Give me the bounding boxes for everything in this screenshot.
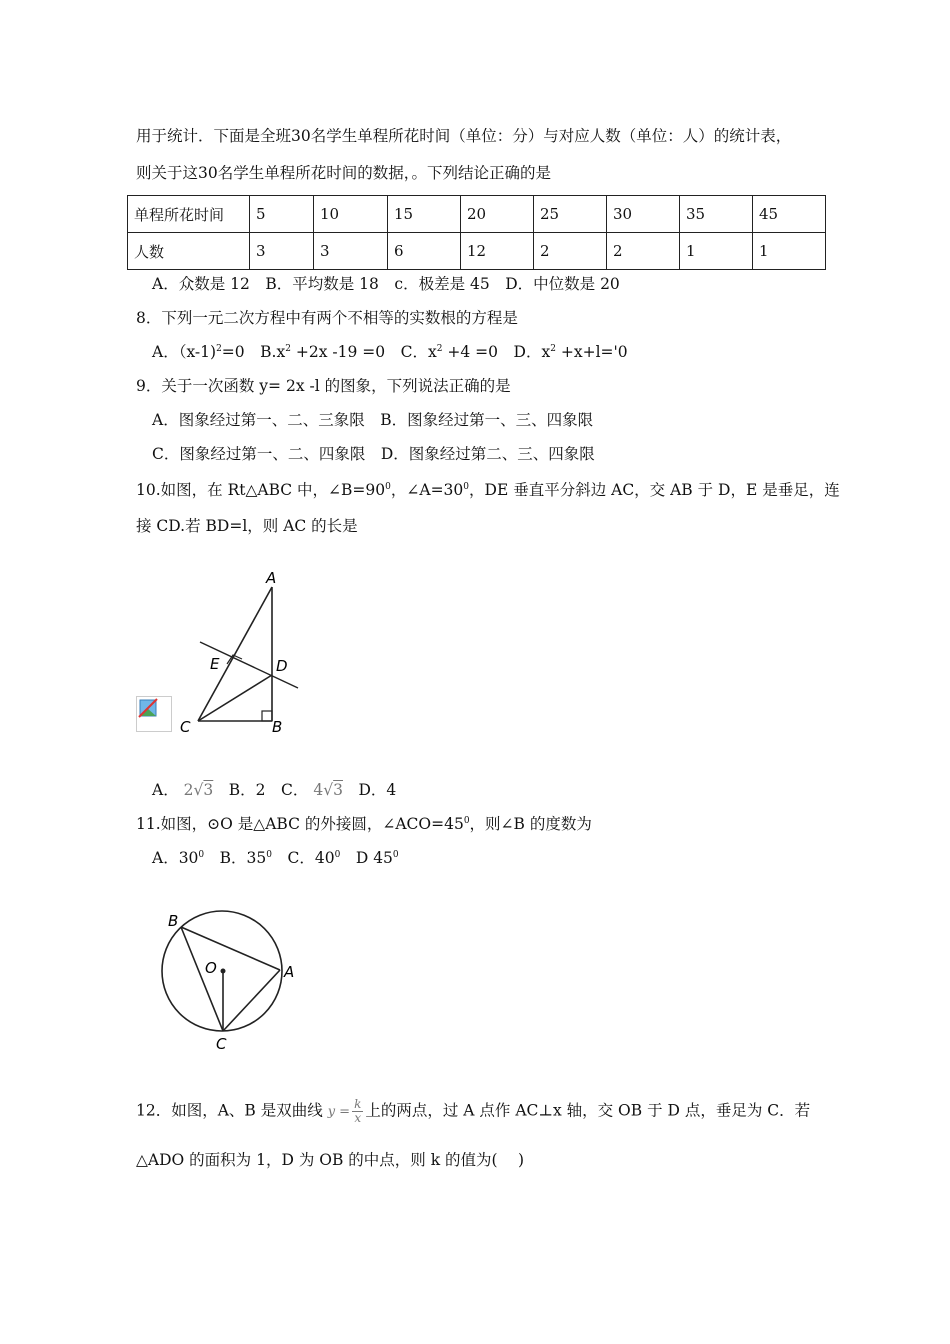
exponent: 2	[216, 343, 222, 354]
q8-options	[152, 342, 628, 362]
table-cell: 25	[534, 196, 607, 233]
q11-option-a: A．30	[152, 849, 199, 867]
triangle-figure	[170, 565, 320, 745]
table-cell: 2	[607, 233, 680, 270]
exponent: 2	[550, 343, 556, 354]
q11-option-c: C．40	[272, 849, 335, 867]
q10-stem-part: ，DE 垂直平分斜边 AC，交 AB 于 D，E 是垂足，连	[469, 481, 840, 499]
table-cell: 20	[461, 196, 534, 233]
degree-mark: 0	[198, 849, 205, 860]
table-cell: 45	[753, 196, 826, 233]
q10-stem-part: ，∠A=30	[390, 481, 464, 499]
sqrt-expression: 2√3	[183, 781, 214, 799]
q11-stem-part: 11.如图，⊙O 是△ABC 的外接圆，∠ACO=45	[136, 815, 464, 833]
fraction-k-over-x	[352, 1098, 363, 1125]
q9-stem: 9．关于一次函数 y= 2x -l 的图象，下列说法正确的是	[136, 377, 511, 395]
q11-option-d: D 45	[340, 849, 393, 867]
label-a: A	[284, 963, 295, 981]
q10-option-b-c: B．2 C．	[213, 781, 309, 799]
circle-figure	[150, 900, 310, 1055]
q10-option-a: A．	[152, 781, 179, 799]
table-cell: 12	[461, 233, 534, 270]
table-row	[128, 196, 826, 233]
q12-stem-2: △ADO 的面积为 1，D 为 OB 的中点，则 k 的值为( )	[136, 1151, 525, 1169]
degree-mark: 0	[266, 849, 273, 860]
q10-options	[152, 780, 396, 800]
denominator: x	[354, 1111, 362, 1125]
q8-option-c: +2x -19 =0 C．x	[290, 343, 437, 361]
exponent: 2	[285, 343, 291, 354]
radicand: 3	[333, 781, 343, 799]
label-c: C	[180, 718, 191, 736]
table-cell: 3	[314, 233, 388, 270]
label-a: A	[266, 569, 277, 587]
degree-mark: 0	[334, 849, 341, 860]
q11-option-b: B．35	[204, 849, 267, 867]
table-cell: 3	[250, 233, 314, 270]
q7-line-1: 用于统计．下面是全班30名学生单程所花时间（单位：分）与对应人数（单位：人）的统计表，	[136, 127, 792, 145]
degree-mark: 0	[385, 481, 391, 492]
table-cell: 2	[534, 233, 607, 270]
table-cell: 5	[250, 196, 314, 233]
table-cell: 单程所花时间	[128, 196, 250, 233]
label-d: D	[276, 657, 288, 675]
q7-line-2: 则关于这30名学生单程所花时间的数据，。下列结论正确的是	[136, 164, 551, 182]
q8-option-d: +4 =0 D．x	[442, 343, 551, 361]
q7-options: A．众数是 12 B．平均数是 18 c．极差是 45 D．中位数是 20	[152, 275, 620, 293]
q9-options-1: A．图象经过第一、二、三象限 B．图象经过第一、三、四象限	[152, 411, 594, 429]
q10-stem-2: 接 CD.若 BD=l，则 AC 的长是	[136, 517, 358, 535]
table-cell: 30	[607, 196, 680, 233]
q11-stem	[136, 814, 592, 834]
table-cell: 1	[680, 233, 753, 270]
degree-mark: 0	[392, 849, 399, 860]
q12-stem-part: 上的两点，过 A 点作 AC⊥x 轴，交 OB 于 D 点，垂足为 C．若	[365, 1101, 811, 1120]
q10-option-d: D．4	[342, 781, 397, 799]
coefficient: 4	[313, 781, 324, 799]
q8-stem: 8．下列一元二次方程中有两个不相等的实数根的方程是	[136, 309, 518, 327]
table-cell: 35	[680, 196, 753, 233]
q8-option-a: A．（x-1)	[152, 343, 217, 361]
table-cell: 15	[388, 196, 461, 233]
formula-lhs: y =	[327, 1104, 351, 1120]
q11-stem-part: ，则∠B 的度数为	[469, 815, 592, 833]
degree-mark: 0	[463, 481, 470, 492]
q11-options	[152, 848, 399, 868]
label-b: B	[168, 912, 179, 930]
table-row	[128, 233, 826, 270]
coefficient: 2	[183, 781, 194, 799]
q8-option-b: =0 B.x	[221, 343, 286, 361]
q12-stem-1	[136, 1098, 810, 1125]
q10-stem-part: 10.如图，在 Rt△ABC 中，∠B=90	[136, 481, 386, 499]
numerator: k	[354, 1097, 362, 1111]
table-cell: 人数	[128, 233, 250, 270]
degree-mark: 0	[463, 815, 470, 826]
table-cell: 1	[753, 233, 826, 270]
sqrt-expression: 4√3	[313, 781, 343, 799]
label-b: B	[272, 718, 283, 736]
q9-options-2: C．图象经过第一、二、四象限 D．图象经过第二、三、四象限	[152, 445, 595, 463]
label-o: O	[205, 959, 217, 977]
table-cell: 10	[314, 196, 388, 233]
radicand: 3	[203, 781, 214, 799]
table-cell: 6	[388, 233, 461, 270]
label-e: E	[210, 655, 220, 673]
exponent: 2	[436, 343, 443, 354]
broken-image-icon	[136, 696, 172, 732]
q8-option-d-tail: +x+l='0	[555, 343, 628, 361]
label-c: C	[216, 1035, 227, 1053]
time-statistics-table	[127, 195, 826, 270]
q10-stem-1	[136, 480, 840, 500]
q12-stem-part: 12．如图，A、B 是双曲线	[136, 1101, 323, 1120]
